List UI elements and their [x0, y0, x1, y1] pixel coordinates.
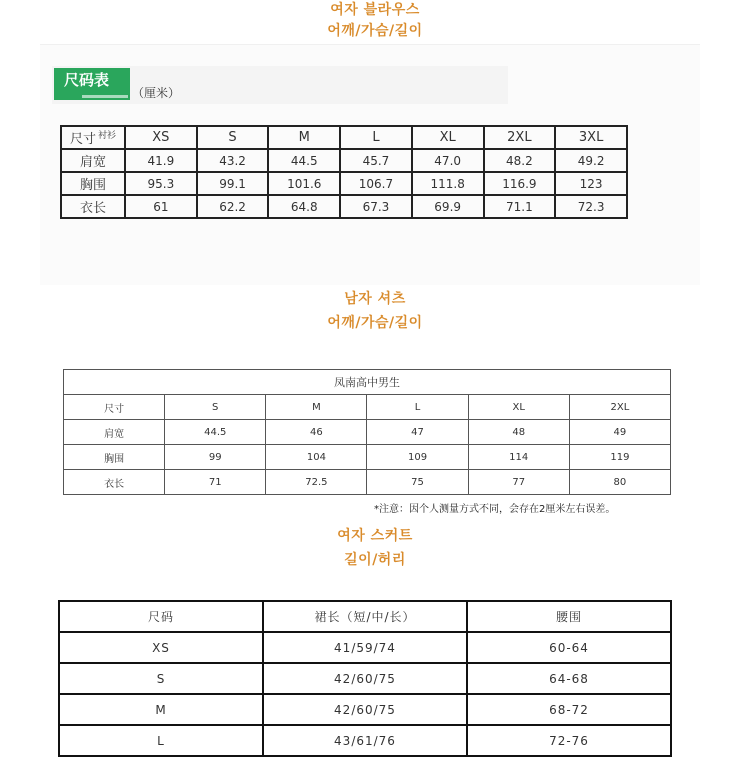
table-cell: 101.6 [268, 172, 340, 195]
table-row [64, 470, 671, 495]
shirt-size-table [63, 369, 671, 495]
length-cell: 43/61/76 [263, 725, 467, 756]
shirt-subtitle: 어깨/가슴/길이 [327, 315, 423, 331]
length-cell: 41/59/74 [263, 632, 467, 663]
row-label: 衣长 [64, 470, 165, 495]
table-cell: 106.7 [340, 172, 412, 195]
table-row [59, 632, 671, 663]
table-cell: 46 [266, 420, 367, 445]
table-cell: 47 [367, 420, 468, 445]
header-size: 尺码 [59, 601, 263, 632]
header-label: 尺寸 [64, 395, 165, 420]
table-header-row [61, 126, 627, 149]
size-header: XS [125, 126, 197, 149]
header-waist: 腰围 [467, 601, 671, 632]
size-header: 3XL [555, 126, 627, 149]
waist-cell: 60-64 [467, 632, 671, 663]
table-cell: 61 [125, 195, 197, 218]
table-cell: 48.2 [484, 149, 556, 172]
table-cell: 119 [569, 445, 670, 470]
skirt-subtitle: 길이/허리 [344, 552, 406, 568]
table-cell: 62.2 [197, 195, 269, 218]
table-cell: 95.3 [125, 172, 197, 195]
size-header: L [340, 126, 412, 149]
header-sub-label: 衬衫 [98, 131, 117, 141]
badge-subtitle-decoration [82, 95, 128, 98]
table-cell: 45.7 [340, 149, 412, 172]
table-header-row [64, 395, 671, 420]
table-cell: 43.2 [197, 149, 269, 172]
row-label: 肩宽 [61, 149, 125, 172]
table-cell: 77 [468, 470, 569, 495]
table-cell: 99.1 [197, 172, 269, 195]
table-cell: 123 [555, 172, 627, 195]
table-cell: 80 [569, 470, 670, 495]
table-row [59, 663, 671, 694]
waist-cell: 72-76 [467, 725, 671, 756]
table-cell: 67.3 [340, 195, 412, 218]
row-label: 胸围 [64, 445, 165, 470]
length-cell: 42/60/75 [263, 694, 467, 725]
size-header: M [268, 126, 340, 149]
table-cell: 49.2 [555, 149, 627, 172]
table-cell: 109 [367, 445, 468, 470]
size-header: 2XL [569, 395, 670, 420]
table-row [61, 149, 627, 172]
table-cell: 44.5 [268, 149, 340, 172]
table-row [59, 694, 671, 725]
size-header: XL [468, 395, 569, 420]
table-row [64, 420, 671, 445]
table-row [59, 725, 671, 756]
table-cell: 72.3 [555, 195, 627, 218]
length-cell: 42/60/75 [263, 663, 467, 694]
size-header: XL [412, 126, 484, 149]
size-header: S [197, 126, 269, 149]
size-cell: L [59, 725, 263, 756]
size-cell: M [59, 694, 263, 725]
table-cell: 99 [165, 445, 266, 470]
row-label: 胸围 [61, 172, 125, 195]
header-cell [61, 126, 125, 149]
table-cell: 48 [468, 420, 569, 445]
blouse-size-table [60, 125, 628, 219]
table-row [61, 195, 627, 218]
size-chart-badge-label: 尺码表 [64, 71, 110, 89]
table-header-row [59, 601, 671, 632]
header-length: 裙长（短/中/长） [263, 601, 467, 632]
shirt-title: 남자 셔츠 [344, 291, 406, 307]
table-caption-row [64, 370, 671, 395]
table-cell: 114 [468, 445, 569, 470]
blouse-title: 여자 블라우스 [330, 2, 420, 18]
table-cell: 41.9 [125, 149, 197, 172]
header-label: 尺寸 [69, 132, 96, 147]
table-cell: 104 [266, 445, 367, 470]
size-header: 2XL [484, 126, 556, 149]
blouse-subtitle: 어깨/가슴/길이 [327, 23, 423, 39]
table-cell: 49 [569, 420, 670, 445]
table-cell: 71 [165, 470, 266, 495]
waist-cell: 64-68 [467, 663, 671, 694]
table-cell: 64.8 [268, 195, 340, 218]
measurement-note: *注意：因个人测量方式不同，会存在2厘米左右误差。 [374, 504, 616, 515]
table-cell: 72.5 [266, 470, 367, 495]
row-label: 衣长 [61, 195, 125, 218]
skirt-title: 여자 스커트 [337, 528, 413, 544]
table-caption: 凤南高中男生 [64, 370, 671, 395]
table-cell: 44.5 [165, 420, 266, 445]
size-header: S [165, 395, 266, 420]
table-cell: 116.9 [484, 172, 556, 195]
size-header: M [266, 395, 367, 420]
size-header: L [367, 395, 468, 420]
table-cell: 111.8 [412, 172, 484, 195]
skirt-size-table [58, 600, 672, 757]
size-chart-badge [54, 68, 130, 100]
unit-label: （厘米） [132, 86, 181, 100]
table-cell: 69.9 [412, 195, 484, 218]
table-cell: 47.0 [412, 149, 484, 172]
table-row [61, 172, 627, 195]
size-cell: XS [59, 632, 263, 663]
waist-cell: 68-72 [467, 694, 671, 725]
table-cell: 71.1 [484, 195, 556, 218]
row-label: 肩宽 [64, 420, 165, 445]
table-cell: 75 [367, 470, 468, 495]
table-row [64, 445, 671, 470]
size-cell: S [59, 663, 263, 694]
